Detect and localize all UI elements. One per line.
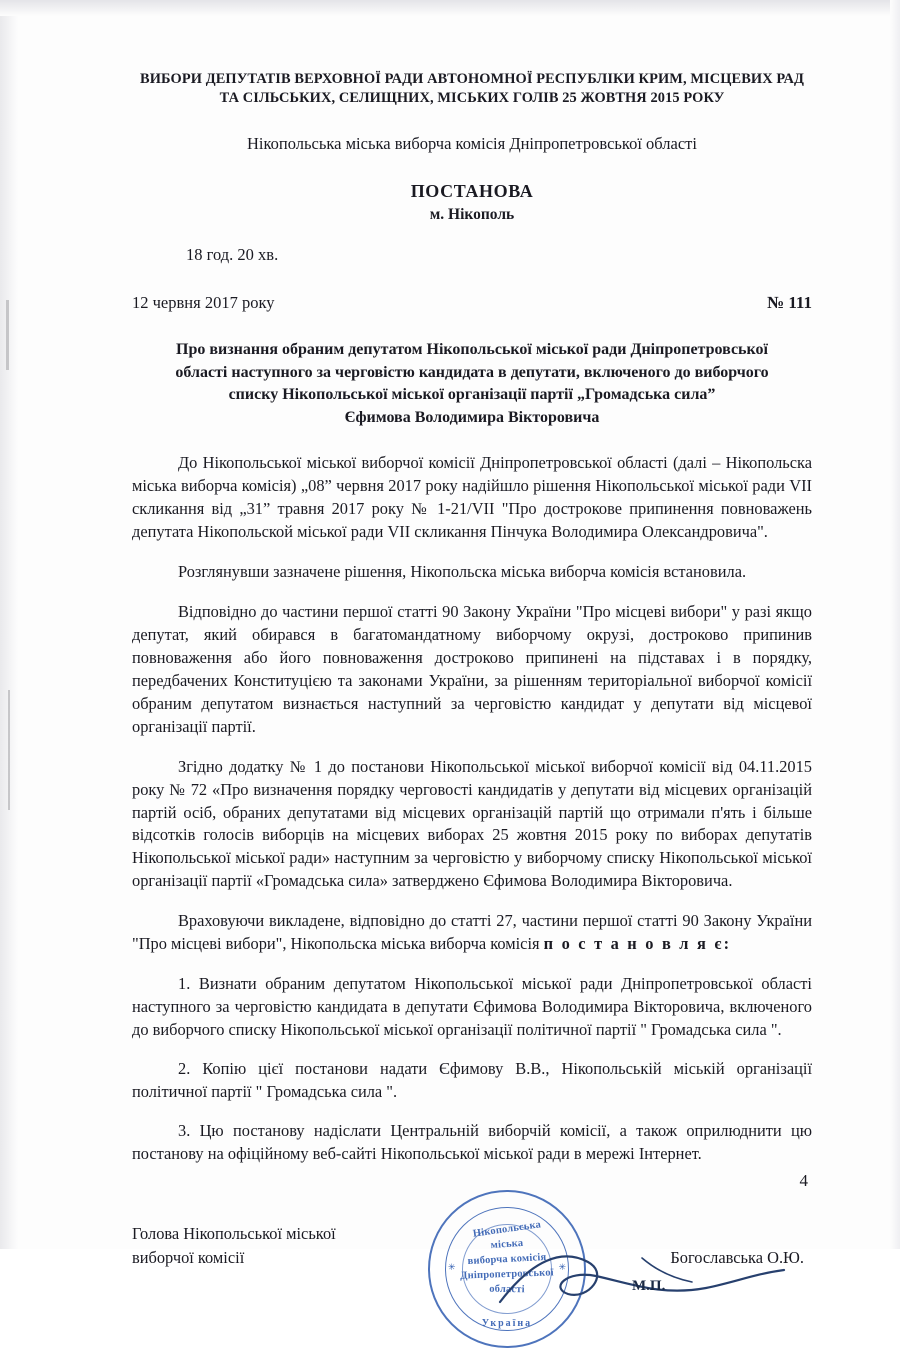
title-line-3: списку Нікопольської міської організації партії „Громадська сила”: [228, 386, 716, 404]
official-stamp-icon: [428, 1190, 586, 1348]
paragraph: Відповідно до частини першої статті 90 Закону України "Про місцеві вибори" у разі якщо депутат, який обирався в багатомандатному виборчому окрузі, достроково припинив повноваження або його повноваження достроково припинені на підставах і в порядку, передбачених Конституцією та законами України, за рішенням територіальної виборчої комісії обраним депутатом визнається наступний за черговістю кандидат у депутати від місцевої організації партії.: [132, 601, 812, 736]
date-number-row: [132, 293, 812, 313]
title-line-4: Єфимова Володимира Вікторовича: [344, 409, 600, 427]
signatory-role-line-1: Голова Нікопольської міської: [132, 1224, 336, 1244]
signature-block: [132, 1219, 812, 1352]
scan-edge-top: [0, 0, 900, 16]
scan-edge-left: [0, 0, 18, 1249]
commission-name: Нікопольська міська виборча комісія Дніпропетровської області: [247, 134, 697, 154]
stamp-line-2: міська: [490, 1238, 524, 1252]
stamp-line-4: Дніпропетровської: [460, 1267, 554, 1282]
scan-edge-right: [890, 0, 900, 1249]
resolution-item: 2. Копію цієї постанови надати Єфимову В.В., Нікопольській міській організації політичної партії " Громадська сила ".: [132, 1059, 812, 1101]
resolution-item: 1. Визнати обраним депутатом Нікопольської міської ради Дніпропетровської області наступного за черговістю кандидата в депутати Єфимова Володимира Вікторовича, включеного до виборчого списку Нікопольської міської організації політичної партії " Громадська сила ".: [132, 973, 812, 1039]
title-line-2: області наступного за черговістю кандидата в депутати, включеного до виборчого: [175, 363, 769, 381]
paragraph: Згідно додатку № 1 до постанови Нікопольської міської виборчої комісії від 04.11.2015 року № 72 «Про визначення порядку черговості кандидатів у депутати від місцевих організацій партій осіб, обраних депутатами від місцевих організацій партій що отримали п'ять і більше відсотків голосів виборців на місцевих виборах 25 жовтня 2015 року по виборах депутатів Нікопольської міської ради» наступним за черговістю у виборчому списку Нікопольської міської організації партії «Громадська сила» затверджено Єфимова Володимира Вікторовича.: [132, 756, 812, 891]
document-title: [132, 339, 812, 430]
resolution-item: 3. Цю постанову надіслати Центральній виборчій комісії, а також оприлюднити цю постанову на офіційному веб-сайті Нікопольської міської ради в мережі Інтернет.: [132, 1121, 812, 1164]
header-line-1: ВИБОРИ ДЕПУТАТІВ ВЕРХОВНОЇ РАДИ АВТОНОМНОЇ РЕСПУБЛІКИ КРИМ, МІСЦЕВИХ РАД: [140, 71, 804, 87]
signatory-name: Богославська О.Ю.: [670, 1248, 804, 1268]
document-content: [132, 70, 812, 1352]
document-number: № 111: [767, 293, 812, 313]
paragraph: До Нікопольської міської виборчої комісії Дніпропетровської області (далі – Нікопольска міська виборча комісія) „08” червня 2017 року надійшло рішення Нікопольської міської ради VII скликання від „31” травня 2017 року № 1-21/VII "Про дострокове припинення повноважень депутата Нікопольской міської ради VII скликання Пінчука Володимира Олександровича".: [132, 452, 812, 541]
stamp-line-5: області: [489, 1283, 525, 1296]
document-type: ПОСТАНОВА: [410, 181, 534, 202]
stamp-line-3: виборча комісія: [467, 1252, 547, 1268]
title-line-1: Про визнання обраним депутатом Нікопольської міської ради Дніпропетровської: [176, 341, 768, 359]
stamp-inner-ring: [445, 1207, 569, 1331]
resolution-keyword: п о с т а н о в л я є:: [543, 934, 732, 954]
scan-artifact: [6, 300, 9, 370]
paragraph: Розглянувши зазначене рішення, Нікопольска міська виборча комісія встановила.: [178, 561, 747, 581]
header-line-2: ТА СІЛЬСЬКИХ, СЕЛИЩНИХ, МІСЬКИХ ГОЛІВ 25 ЖОВТНЯ 2015 РОКУ: [219, 90, 725, 107]
resolution-intro: [132, 910, 812, 956]
document-city: м. Нікополь: [429, 206, 515, 224]
page-number: 4: [799, 1171, 808, 1190]
stamp-star-icon: ✳: [448, 1262, 456, 1273]
document-time: 18 год. 20 хв.: [186, 245, 279, 265]
stamp-line-1: Нікопольська: [472, 1219, 542, 1240]
stamp-outer-ring: [428, 1190, 586, 1348]
document-header: [132, 70, 812, 108]
resolution-intro-text: Враховуючи викладене, відповідно до статті 27, частини першої статті 90 Закону України "Про місцеві вибори", Нікопольска міська виборча комісія: [132, 911, 812, 954]
stamp-star-icon: ✳: [558, 1262, 566, 1273]
stamp-place-label: М.П.: [632, 1278, 666, 1295]
document-date: 12 червня 2017 року: [132, 293, 275, 313]
signatory-role: [132, 1222, 432, 1269]
stamp-core-ring: [462, 1224, 552, 1314]
signatory-role-line-2: виборчої комісії: [132, 1247, 245, 1267]
stamp-line-6: Україна: [481, 1318, 533, 1330]
scan-artifact: [8, 690, 10, 810]
